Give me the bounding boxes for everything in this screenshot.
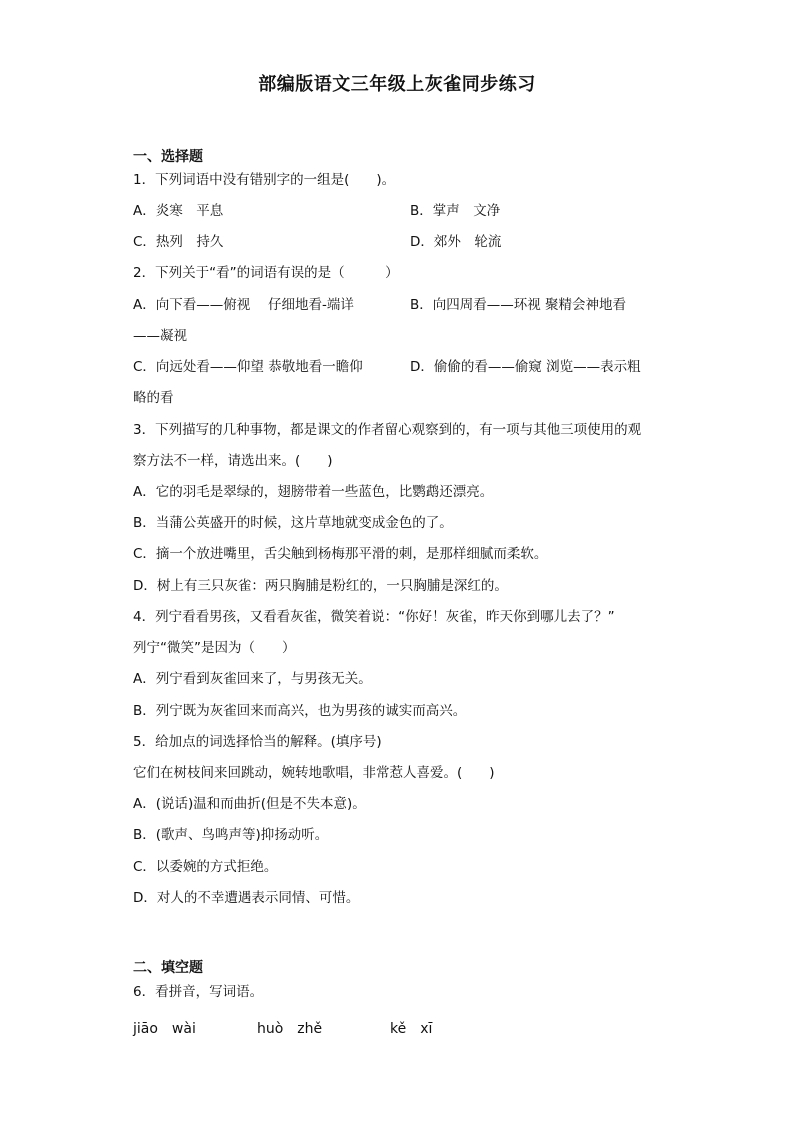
q3-option-a: A．它的羽毛是翠绿的，翅膀带着一些蓝色，比鹦鹉还漂亮。: [133, 484, 494, 500]
q1-stem: 1．下列词语中没有错别字的一组是( )。: [133, 172, 396, 188]
q2-option-d: D．偷偷的看——偷窥 浏览——表示粗: [410, 359, 641, 375]
q2-option-b: B．向四周看——环视 聚精会神地看: [410, 297, 627, 313]
q4-stem-line1: 4．列宁看看男孩，又看看灰雀，微笑着说：“你好！灰雀，昨天你到哪儿去了？”: [133, 609, 615, 625]
q4-stem-line2: 列宁“微笑”是因为（ ）: [133, 640, 296, 656]
q3-option-b: B．当蒲公英盛开的时候，这片草地就变成金色的了。: [133, 515, 453, 531]
q4-option-a: A．列宁看到灰雀回来了，与男孩无关。: [133, 671, 372, 687]
q1-option-d: D．郊外 轮流: [410, 234, 502, 250]
page-title: 部编版语文三年级上灰雀同步练习: [258, 74, 536, 95]
q2-option-b-continued: ——凝视: [133, 328, 187, 344]
q4-option-b: B．列宁既为灰雀回来而高兴，也为男孩的诚实而高兴。: [133, 703, 467, 719]
q1-option-b: B．掌声 文净: [410, 203, 501, 219]
q3-option-d: D．树上有三只灰雀：两只胸脯是粉红的，一只胸脯是深红的。: [133, 578, 508, 594]
q5-option-b: B．(歌声、鸟鸣声等)抑扬动听。: [133, 827, 329, 843]
q5-sentence: 它们在树枝间来回跳动，婉转地歌唱，非常惹人喜爱。( ): [133, 765, 495, 781]
pinyin-item: huò zhě: [257, 1021, 323, 1037]
q5-option-a: A．(说话)温和而曲折(但是不失本意)。: [133, 796, 366, 812]
q1-option-a: A．炎寒 平息: [133, 203, 224, 219]
q3-option-c: C．摘一个放进嘴里，舌尖触到杨梅那平滑的刺，是那样细腻而柔软。: [133, 546, 548, 562]
q5-stem: 5．给加点的词选择恰当的解释。(填序号): [133, 734, 382, 750]
q2-option-d-continued: 略的看: [133, 390, 174, 406]
q5-option-d: D．对人的不幸遭遇表示同情、可惜。: [133, 890, 360, 906]
q3-stem-line1: 3．下列描写的几种事物，都是课文的作者留心观察到的，有一项与其他三项使用的观: [133, 422, 642, 438]
q3-stem-line2: 察方法不一样，请选出来。( ): [133, 453, 333, 469]
q2-stem: 2．下列关于“看”的词语有误的是（ ）: [133, 265, 399, 281]
q1-option-c: C．热列 持久: [133, 234, 224, 250]
pinyin-item: kě xī: [390, 1021, 433, 1037]
q2-option-c: C．向远处看——仰望 恭敬地看一瞻仰: [133, 359, 363, 375]
q2-option-a: A．向下看——俯视 仔细地看-端详: [133, 297, 354, 313]
q5-option-c: C．以委婉的方式拒绝。: [133, 859, 278, 875]
q6-stem: 6．看拼音，写词语。: [133, 984, 264, 1000]
section-heading-choice: 一、选择题: [133, 149, 203, 165]
pinyin-item: jiāo wài: [133, 1021, 196, 1037]
section-heading-fill: 二、填空题: [133, 960, 203, 976]
